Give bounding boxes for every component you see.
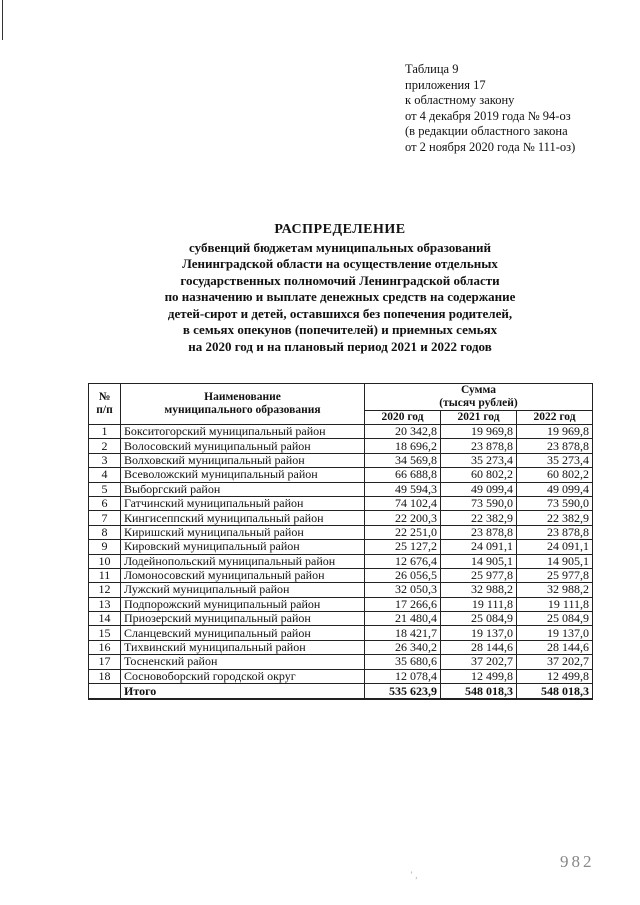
header-line: к областному закону bbox=[405, 93, 515, 107]
title-main: РАСПРЕДЕЛЕНИЕ bbox=[274, 222, 406, 237]
row-value-2021: 32 988,2 bbox=[441, 583, 517, 597]
row-number: 17 bbox=[89, 655, 121, 669]
row-value-2022: 35 273,4 bbox=[517, 453, 593, 467]
document-header bbox=[405, 62, 575, 155]
row-value-2020: 22 200,3 bbox=[365, 511, 441, 525]
row-name: Волховский муниципальный район bbox=[121, 453, 365, 467]
table-row bbox=[89, 453, 593, 467]
row-value-2020: 22 251,0 bbox=[365, 525, 441, 539]
row-value-2020: 34 569,8 bbox=[365, 453, 441, 467]
page-number-stamp: 982 bbox=[560, 852, 595, 871]
title-line: Ленинградской области на осуществление отдельных bbox=[182, 256, 498, 271]
total-value-2022: 548 018,3 bbox=[517, 684, 593, 700]
table-row bbox=[89, 540, 593, 554]
row-name: Лужский муниципальный район bbox=[121, 583, 365, 597]
header-line: Таблица 9 bbox=[405, 62, 459, 76]
row-number: 8 bbox=[89, 525, 121, 539]
row-name: Тосненский район bbox=[121, 655, 365, 669]
row-value-2021: 23 878,8 bbox=[441, 525, 517, 539]
row-value-2021: 25 084,9 bbox=[441, 612, 517, 626]
row-value-2022: 28 144,6 bbox=[517, 640, 593, 654]
row-value-2022: 12 499,8 bbox=[517, 669, 593, 683]
row-number: 9 bbox=[89, 540, 121, 554]
table-row bbox=[89, 525, 593, 539]
title-line: по назначению и выплате денежных средств на содержание bbox=[164, 289, 516, 304]
row-value-2020: 17 266,6 bbox=[365, 597, 441, 611]
row-name: Волосовский муниципальный район bbox=[121, 439, 365, 453]
table-row bbox=[89, 612, 593, 626]
total-value-2020: 535 623,9 bbox=[365, 684, 441, 700]
row-value-2020: 74 102,4 bbox=[365, 496, 441, 510]
row-number: 3 bbox=[89, 453, 121, 467]
row-value-2020: 12 078,4 bbox=[365, 669, 441, 683]
table-row bbox=[89, 554, 593, 568]
document-title bbox=[60, 222, 620, 355]
col-header-sum: Сумма (тысяч рублей) bbox=[365, 384, 593, 411]
row-number: 13 bbox=[89, 597, 121, 611]
row-number: 7 bbox=[89, 511, 121, 525]
table-row bbox=[89, 439, 593, 453]
header-line: приложения 17 bbox=[405, 77, 486, 92]
row-number: 12 bbox=[89, 583, 121, 597]
table-row bbox=[89, 496, 593, 510]
row-name: Сосновоборский городской округ bbox=[121, 669, 365, 683]
row-value-2021: 35 273,4 bbox=[441, 453, 517, 467]
row-value-2022: 73 590,0 bbox=[517, 496, 593, 510]
row-value-2020: 21 480,4 bbox=[365, 612, 441, 626]
row-name: Всеволожский муниципальный район bbox=[121, 468, 365, 482]
row-value-2020: 49 594,3 bbox=[365, 482, 441, 496]
col-header-2020: 2020 год bbox=[365, 411, 441, 425]
row-name: Кировский муниципальный район bbox=[121, 540, 365, 554]
row-value-2021: 60 802,2 bbox=[441, 468, 517, 482]
table-body bbox=[89, 425, 593, 700]
row-value-2022: 14 905,1 bbox=[517, 554, 593, 568]
header-line: от 4 декабря 2019 года № 94-оз bbox=[405, 108, 571, 123]
table-row bbox=[89, 568, 593, 582]
total-row bbox=[89, 684, 593, 700]
total-number-cell bbox=[89, 684, 121, 700]
table-row bbox=[89, 482, 593, 496]
row-name: Приозерский муниципальный район bbox=[121, 612, 365, 626]
col-header-2022: 2022 год bbox=[517, 411, 593, 425]
row-value-2020: 18 696,2 bbox=[365, 439, 441, 453]
table-row bbox=[89, 655, 593, 669]
col-header-number: № п/п bbox=[89, 384, 121, 425]
row-value-2020: 26 340,2 bbox=[365, 640, 441, 654]
row-number: 6 bbox=[89, 496, 121, 510]
row-value-2022: 25 084,9 bbox=[517, 612, 593, 626]
row-value-2022: 19 969,8 bbox=[517, 425, 593, 439]
row-value-2021: 23 878,8 bbox=[441, 439, 517, 453]
row-number: 1 bbox=[89, 425, 121, 439]
row-value-2022: 19 137,0 bbox=[517, 626, 593, 640]
col-header-name: Наименование муниципального образования bbox=[121, 384, 365, 425]
row-number: 18 bbox=[89, 669, 121, 683]
title-line: на 2020 год и на плановый период 2021 и 2022 годов bbox=[188, 338, 492, 354]
row-value-2020: 35 680,6 bbox=[365, 655, 441, 669]
row-name: Гатчинский муниципальный район bbox=[121, 496, 365, 510]
title-line: государственных полномочий Ленинградской области bbox=[180, 272, 500, 288]
row-value-2022: 22 382,9 bbox=[517, 511, 593, 525]
table-row bbox=[89, 640, 593, 654]
table-row bbox=[89, 669, 593, 683]
row-name: Киришский муниципальный район bbox=[121, 525, 365, 539]
row-value-2022: 60 802,2 bbox=[517, 468, 593, 482]
row-value-2022: 24 091,1 bbox=[517, 540, 593, 554]
row-value-2022: 37 202,7 bbox=[517, 655, 593, 669]
table-row bbox=[89, 511, 593, 525]
row-number: 14 bbox=[89, 612, 121, 626]
row-value-2020: 66 688,8 bbox=[365, 468, 441, 482]
table-row bbox=[89, 425, 593, 439]
row-value-2021: 19 969,8 bbox=[441, 425, 517, 439]
table-row bbox=[89, 597, 593, 611]
row-number: 15 bbox=[89, 626, 121, 640]
row-value-2021: 73 590,0 bbox=[441, 496, 517, 510]
row-number: 16 bbox=[89, 640, 121, 654]
row-value-2022: 23 878,8 bbox=[517, 525, 593, 539]
row-name: Выборгский район bbox=[121, 482, 365, 496]
row-value-2021: 24 091,1 bbox=[441, 540, 517, 554]
row-value-2022: 19 111,8 bbox=[517, 597, 593, 611]
row-number: 10 bbox=[89, 554, 121, 568]
row-value-2020: 25 127,2 bbox=[365, 540, 441, 554]
row-value-2021: 14 905,1 bbox=[441, 554, 517, 568]
row-name: Ломоносовский муниципальный район bbox=[121, 568, 365, 582]
row-number: 2 bbox=[89, 439, 121, 453]
row-value-2022: 32 988,2 bbox=[517, 583, 593, 597]
row-value-2021: 22 382,9 bbox=[441, 511, 517, 525]
row-value-2021: 12 499,8 bbox=[441, 669, 517, 683]
row-value-2021: 25 977,8 bbox=[441, 568, 517, 582]
row-name: Лодейнопольский муниципальный район bbox=[121, 554, 365, 568]
row-name: Бокситогорский муниципальный район bbox=[121, 425, 365, 439]
row-value-2020: 20 342,8 bbox=[365, 425, 441, 439]
row-value-2022: 25 977,8 bbox=[517, 568, 593, 582]
row-value-2020: 32 050,3 bbox=[365, 583, 441, 597]
row-number: 5 bbox=[89, 482, 121, 496]
row-value-2021: 28 144,6 bbox=[441, 640, 517, 654]
row-value-2020: 12 676,4 bbox=[365, 554, 441, 568]
row-name: Тихвинский муниципальный район bbox=[121, 640, 365, 654]
row-value-2021: 37 202,7 bbox=[441, 655, 517, 669]
header-line: от 2 ноября 2020 года № 111-оз) bbox=[405, 139, 576, 154]
header-line: (в редакции областного закона bbox=[405, 124, 568, 138]
row-value-2022: 49 099,4 bbox=[517, 482, 593, 496]
page-edge-mark bbox=[2, 0, 3, 40]
row-value-2021: 19 137,0 bbox=[441, 626, 517, 640]
row-value-2020: 26 056,5 bbox=[365, 568, 441, 582]
row-name: Подпорожский муниципальный район bbox=[121, 597, 365, 611]
table-row bbox=[89, 626, 593, 640]
title-line: детей-сирот и детей, оставшихся без попечения родителей, bbox=[167, 305, 513, 321]
col-header-2021: 2021 год bbox=[441, 411, 517, 425]
row-value-2021: 19 111,8 bbox=[441, 597, 517, 611]
total-label: Итого bbox=[121, 684, 365, 700]
distribution-table bbox=[88, 383, 593, 700]
row-number: 11 bbox=[89, 568, 121, 582]
total-value-2021: 548 018,3 bbox=[441, 684, 517, 700]
row-name: Сланцевский муниципальный район bbox=[121, 626, 365, 640]
table-row bbox=[89, 583, 593, 597]
title-line: субвенций бюджетам муниципальных образований bbox=[189, 239, 491, 255]
row-value-2021: 49 099,4 bbox=[441, 482, 517, 496]
title-line: в семьях опекунов (попечителей) и приемных семьях bbox=[182, 322, 498, 337]
row-number: 4 bbox=[89, 468, 121, 482]
row-value-2022: 23 878,8 bbox=[517, 439, 593, 453]
row-name: Кингисеппский муниципальный район bbox=[121, 511, 365, 525]
row-value-2020: 18 421,7 bbox=[365, 626, 441, 640]
scan-mark: ʼ , bbox=[410, 870, 418, 880]
table-row bbox=[89, 468, 593, 482]
